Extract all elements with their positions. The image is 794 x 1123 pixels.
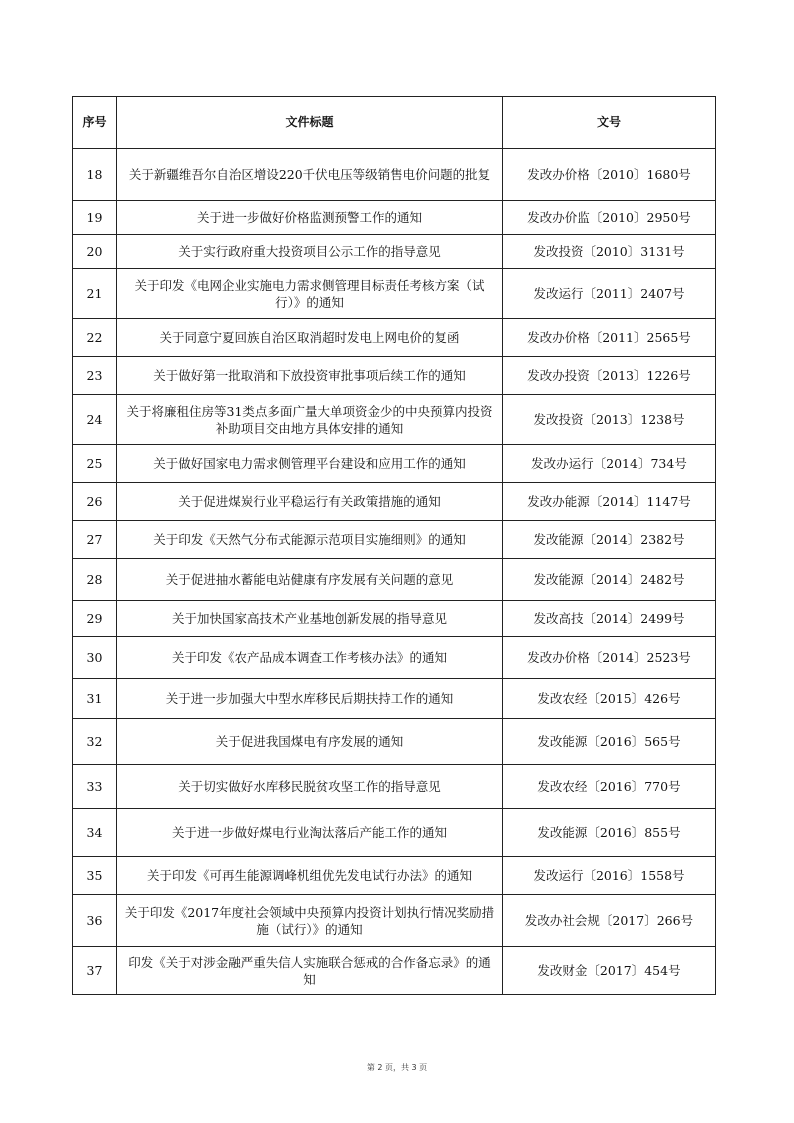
table-row [73,235,716,269]
row-seq: 29 [73,601,117,637]
table-row [73,559,716,601]
row-title: 关于做好国家电力需求侧管理平台建设和应用工作的通知 [117,445,503,483]
row-docno: 发改办能源〔2014〕1147号 [503,483,716,521]
row-docno: 发改能源〔2014〕2382号 [503,521,716,559]
row-title: 关于促进我国煤电有序发展的通知 [117,719,503,765]
row-docno: 发改办社会规〔2017〕266号 [503,895,716,947]
row-seq: 18 [73,149,117,201]
row-title: 关于将廉租住房等31类点多面广量大单项资金少的中央预算内投资补助项目交由地方具体安排的通知 [117,395,503,445]
row-seq: 26 [73,483,117,521]
table-row [73,357,716,395]
row-seq: 25 [73,445,117,483]
row-docno: 发改高技〔2014〕2499号 [503,601,716,637]
row-seq: 37 [73,947,117,995]
row-docno: 发改办价格〔2010〕1680号 [503,149,716,201]
table-row [73,319,716,357]
table-row [73,719,716,765]
table-row [73,765,716,809]
table-row [73,679,716,719]
row-docno: 发改财金〔2017〕454号 [503,947,716,995]
row-title: 关于做好第一批取消和下放投资审批事项后续工作的通知 [117,357,503,395]
row-docno: 发改农经〔2015〕426号 [503,679,716,719]
row-title: 关于加快国家高技术产业基地创新发展的指导意见 [117,601,503,637]
row-seq: 35 [73,857,117,895]
row-docno: 发改能源〔2016〕855号 [503,809,716,857]
table-row [73,637,716,679]
row-seq: 33 [73,765,117,809]
row-docno: 发改农经〔2016〕770号 [503,765,716,809]
table-row [73,269,716,319]
header-seq: 序号 [73,97,117,149]
table-row [73,201,716,235]
row-seq: 19 [73,201,117,235]
row-title: 关于促进煤炭行业平稳运行有关政策措施的通知 [117,483,503,521]
row-docno: 发改办投资〔2013〕1226号 [503,357,716,395]
table-row [73,601,716,637]
row-seq: 32 [73,719,117,765]
row-docno: 发改办价监〔2010〕2950号 [503,201,716,235]
row-docno: 发改办价格〔2014〕2523号 [503,637,716,679]
row-seq: 27 [73,521,117,559]
row-seq: 24 [73,395,117,445]
row-title: 印发《关于对涉金融严重失信人实施联合惩戒的合作备忘录》的通知 [117,947,503,995]
page-footer: 第 2 页，共 3 页 [366,1063,428,1072]
row-title: 关于进一步做好价格监测预警工作的通知 [117,201,503,235]
row-docno: 发改投资〔2013〕1238号 [503,395,716,445]
table-row [73,809,716,857]
row-title: 关于印发《农产品成本调查工作考核办法》的通知 [117,637,503,679]
table-row [73,395,716,445]
row-title: 关于同意宁夏回族自治区取消超时发电上网电价的复函 [117,319,503,357]
row-seq: 36 [73,895,117,947]
table-row [73,149,716,201]
row-seq: 30 [73,637,117,679]
row-seq: 20 [73,235,117,269]
row-title: 关于进一步做好煤电行业淘汰落后产能工作的通知 [117,809,503,857]
row-title: 关于印发《2017年度社会领域中央预算内投资计划执行情况奖励措施（试行）》的通知 [117,895,503,947]
row-title: 关于实行政府重大投资项目公示工作的指导意见 [117,235,503,269]
row-seq: 23 [73,357,117,395]
row-seq: 21 [73,269,117,319]
row-docno: 发改能源〔2014〕2482号 [503,559,716,601]
table-body [73,149,716,995]
table-row [73,483,716,521]
header-title: 文件标题 [117,97,503,149]
row-docno: 发改办运行〔2014〕734号 [503,445,716,483]
table-row [73,521,716,559]
row-docno: 发改办价格〔2011〕2565号 [503,319,716,357]
table-row [73,947,716,995]
header-docno: 文号 [503,97,716,149]
table-row [73,445,716,483]
row-title: 关于印发《天然气分布式能源示范项目实施细则》的通知 [117,521,503,559]
row-docno: 发改运行〔2011〕2407号 [503,269,716,319]
row-title: 关于印发《电网企业实施电力需求侧管理目标责任考核方案（试行）》的通知 [117,269,503,319]
row-docno: 发改运行〔2016〕1558号 [503,857,716,895]
table-row [73,857,716,895]
row-title: 关于新疆维吾尔自治区增设220千伏电压等级销售电价问题的批复 [117,149,503,201]
row-title: 关于促进抽水蓄能电站健康有序发展有关问题的意见 [117,559,503,601]
row-docno: 发改能源〔2016〕565号 [503,719,716,765]
row-title: 关于进一步加强大中型水库移民后期扶持工作的通知 [117,679,503,719]
header-row [73,97,716,149]
row-seq: 22 [73,319,117,357]
row-seq: 34 [73,809,117,857]
row-seq: 28 [73,559,117,601]
row-title: 关于印发《可再生能源调峰机组优先发电试行办法》的通知 [117,857,503,895]
row-title: 关于切实做好水库移民脱贫攻坚工作的指导意见 [117,765,503,809]
document-table [72,96,716,995]
table-row [73,895,716,947]
row-docno: 发改投资〔2010〕3131号 [503,235,716,269]
row-seq: 31 [73,679,117,719]
